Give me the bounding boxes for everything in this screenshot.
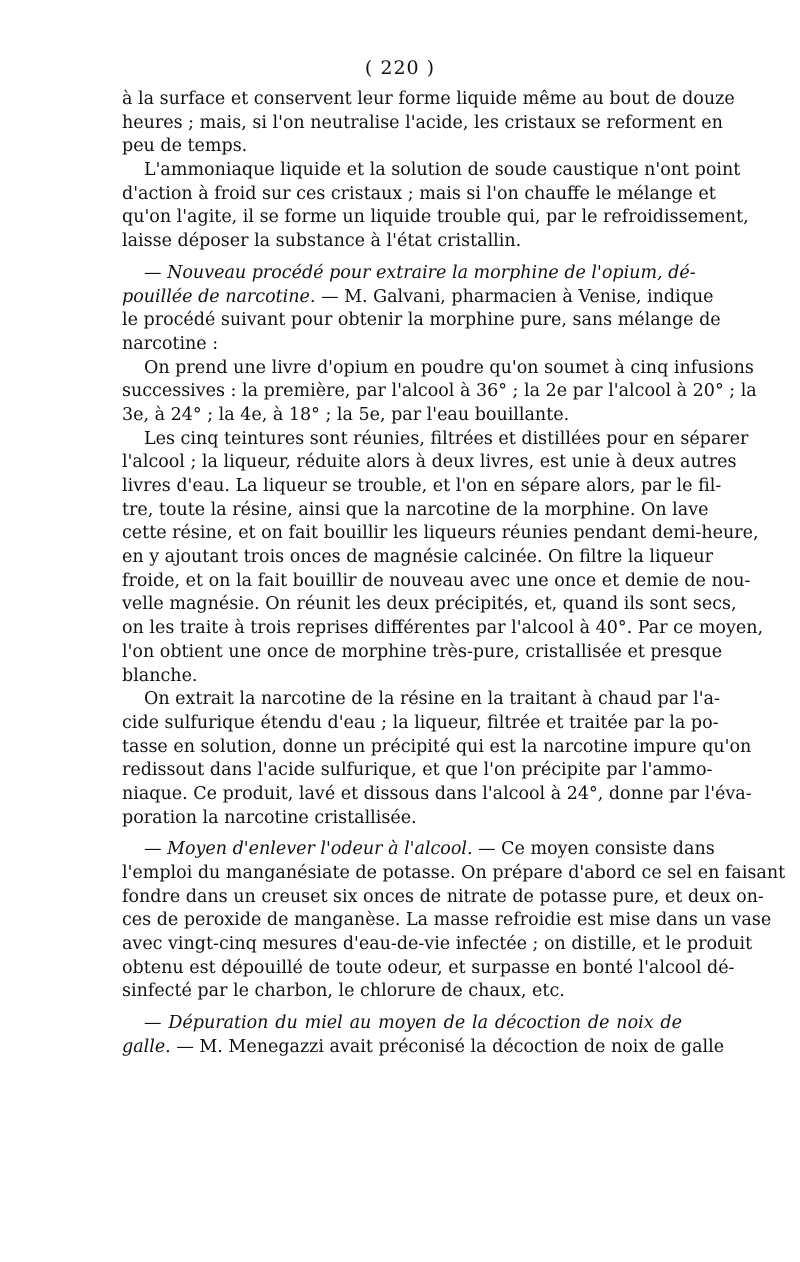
text-line xyxy=(122,957,735,981)
line-text: froide, et on la fait bouillir de nouveau avec une once et demie de nou- xyxy=(122,570,751,591)
line-text: peu de temps. xyxy=(122,136,248,157)
text-line xyxy=(122,428,749,452)
dash: — xyxy=(144,1013,169,1034)
text-line xyxy=(122,309,721,333)
section-gap xyxy=(122,254,682,262)
section-title: Moyen d'enlever l'odeur à l'alcool. xyxy=(167,839,473,860)
text-line xyxy=(122,886,764,910)
text-line xyxy=(122,183,716,207)
line-text: fondre dans un creuset six onces de nitrate de potasse pure, et deux on- xyxy=(122,886,764,907)
text-line xyxy=(122,333,682,357)
line-text: l'on obtient une once de morphine très-pure, cristallisée et presque xyxy=(122,641,723,662)
section-gap xyxy=(122,830,682,838)
line-text: On extrait la narcotine de la résine en la traitant à chaud par l'a- xyxy=(144,689,720,710)
section-heading-line xyxy=(122,1012,682,1036)
line-text: 3e, à 24° ; la 4e, à 18° ; la 5e, par l'eau bouillante. xyxy=(122,404,570,425)
line-text: cide sulfurique étendu d'eau ; la liqueur, filtrée et traitée par la po- xyxy=(122,712,719,733)
body-text xyxy=(122,88,786,1060)
section-heading-line xyxy=(122,286,714,310)
line-text: tre, toute la résine, ainsi que la narcotine de la morphine. On lave xyxy=(122,499,709,520)
text-line xyxy=(122,909,772,933)
line-text: l'alcool ; la liqueur, réduite alors à deux livres, est unie à deux autres xyxy=(122,452,737,473)
section-title: pouillée de narcotine. xyxy=(122,286,316,307)
line-text: qu'on l'agite, il se forme un liquide trouble qui, par le refroidissement, xyxy=(122,207,749,228)
line-text: poration la narcotine cristallisée. xyxy=(122,807,417,828)
text-line xyxy=(122,357,754,381)
line-text: — Ce moyen consiste dans xyxy=(472,839,715,860)
line-text: blanche. xyxy=(122,665,198,686)
line-text: redissout dans l'acide sulfurique, et que l'on précipite par l'ammo- xyxy=(122,760,713,781)
text-line xyxy=(122,665,682,689)
text-line xyxy=(122,759,713,783)
text-line xyxy=(122,617,764,641)
text-line xyxy=(122,135,682,159)
line-text: velle magnésie. On réunit les deux précipités, et, quand ils sont secs, xyxy=(122,594,737,615)
line-text: L'ammoniaque liquide et la solution de soude caustique n'ont point xyxy=(144,160,741,181)
line-text: avec vingt-cinq mesures d'eau-de-vie infectée ; on distille, et le produit xyxy=(122,934,753,955)
line-text: laisse déposer la substance à l'état cristallin. xyxy=(122,231,522,252)
text-line xyxy=(122,206,749,230)
text-line xyxy=(122,159,741,183)
text-line xyxy=(122,112,723,136)
text-line xyxy=(122,641,723,665)
text-line xyxy=(122,230,682,254)
line-text: On prend une livre d'opium en poudre qu'on soumet à cinq infusions xyxy=(144,357,754,378)
section-title: galle. xyxy=(122,1036,171,1057)
text-line xyxy=(122,570,751,594)
section-heading-line xyxy=(122,1036,725,1060)
line-text: — M. Galvani, pharmacien à Venise, indique xyxy=(315,286,714,307)
line-text: d'action à froid sur ces cristaux ; mais si l'on chauffe le mélange et xyxy=(122,183,716,204)
text-line xyxy=(122,712,719,736)
line-text: livres d'eau. La liqueur se trouble, et l'on en sépare alors, par le fil- xyxy=(122,476,722,496)
dash: — xyxy=(144,839,168,860)
line-text: heures ; mais, si l'on neutralise l'acide, les cristaux se reforment en xyxy=(122,112,723,133)
line-text: Les cinq teintures sont réunies, filtrées et distillées pour en séparer xyxy=(144,428,749,449)
line-text: on les traite à trois reprises différentes par l'alcool à 40°. Par ce moyen, xyxy=(122,618,764,639)
line-text: sinfecté par le charbon, le chlorure de chaux, etc. xyxy=(122,981,565,1002)
line-text: à la surface et conservent leur forme liquide même au bout de douze xyxy=(122,89,735,109)
line-text: — M. Menegazzi avait préconisé la décoction de noix de galle xyxy=(170,1036,725,1057)
section-title: Dépuration du miel au moyen de la décoction de noix de xyxy=(168,1013,682,1034)
text-line xyxy=(122,593,737,617)
text-line xyxy=(122,546,714,570)
text-line xyxy=(122,451,737,475)
text-line xyxy=(122,475,722,499)
line-text: le procédé suivant pour obtenir la morphine pure, sans mélange de xyxy=(122,310,721,331)
line-text: niaque. Ce produit, lavé et dissous dans l'alcool à 24°, donne par l'éva- xyxy=(122,783,752,804)
section-heading-line xyxy=(122,262,696,286)
dash: — xyxy=(144,262,168,283)
text-line xyxy=(122,499,709,523)
line-text: successives : la première, par l'alcool à 36° ; la 2e par l'alcool à 20° ; la xyxy=(122,381,757,402)
line-text: ces de peroxide de manganèse. La masse refroidie est mise dans un vase xyxy=(122,910,772,931)
text-line xyxy=(122,404,682,428)
page-number: ( 220 ) xyxy=(364,57,436,79)
text-line xyxy=(122,862,786,886)
text-line xyxy=(122,522,759,546)
section-heading-line xyxy=(122,838,715,862)
line-text: l'emploi du manganésiate de potasse. On prépare d'abord ce sel en faisant xyxy=(122,863,786,883)
line-text: obtenu est dépouillé de toute odeur, et surpasse en bonté l'alcool dé- xyxy=(122,957,735,978)
text-line xyxy=(122,88,735,112)
line-text: cette résine, et on fait bouillir les liqueurs réunies pendant demi-heure, xyxy=(122,523,759,544)
line-text: en y ajoutant trois onces de magnésie calcinée. On filtre la liqueur xyxy=(122,547,714,568)
text-line xyxy=(122,736,752,760)
text-line xyxy=(122,980,682,1004)
text-line xyxy=(122,807,682,831)
text-line xyxy=(122,380,757,404)
section-title: Nouveau procédé pour extraire la morphine de l'opium, dé- xyxy=(167,262,696,283)
line-text: narcotine : xyxy=(122,333,219,354)
text-line xyxy=(122,783,752,807)
line-text: tasse en solution, donne un précipité qui est la narcotine impure qu'on xyxy=(122,736,752,757)
text-line xyxy=(122,933,753,957)
text-line xyxy=(122,688,720,712)
section-gap xyxy=(122,1004,682,1012)
